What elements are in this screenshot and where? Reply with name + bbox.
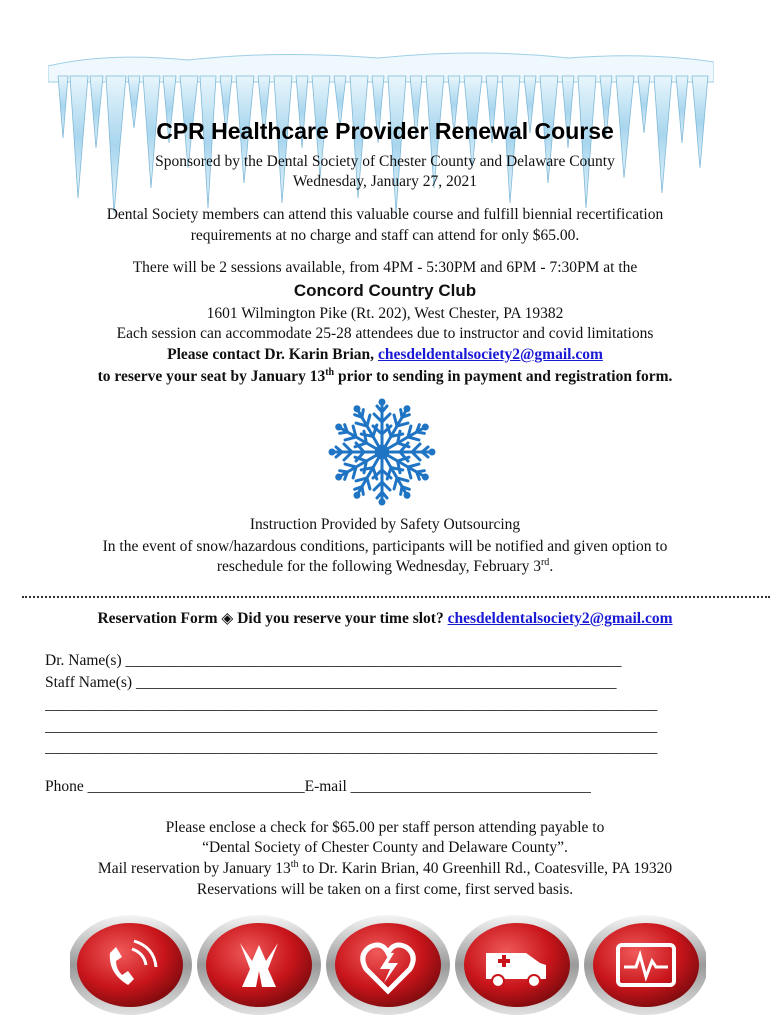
mail-text-a: Mail reservation by January 13: [97, 860, 291, 877]
contact-prefix: Please contact Dr. Karin Brian,: [167, 346, 378, 363]
weather-sup: rd: [540, 556, 550, 568]
form-heading-a: Reservation Form: [97, 610, 222, 627]
weather-line-1: In the event of snow/hazardous conditions, participants will be notified and given option to: [102, 538, 668, 555]
event-date: Wednesday, January 27, 2021: [292, 173, 478, 190]
intro-line-2: requirements at no charge and staff can attend for only $65.00.: [190, 227, 580, 244]
blank-line-2[interactable]: _______________________________________________________________________________: [45, 718, 658, 735]
snowflake-icon: [328, 398, 436, 506]
diamond-icon: ◈: [221, 610, 234, 627]
sessions-line: There will be 2 sessions available, from 4PM - 5:30PM and 6PM - 7:30PM at the: [132, 259, 638, 276]
venue-name: Concord Country Club: [293, 281, 477, 300]
form-email-link[interactable]: chesdeldentalsociety2@gmail.com: [447, 610, 673, 627]
reserve-text-a: to reserve your seat by January 13: [97, 368, 326, 385]
sponsor-line: Sponsored by the Dental Society of Chester County and Delaware County: [155, 153, 615, 170]
weather-line-2: [0, 557, 770, 577]
payment-line-4: Reservations will be taken on a first come, first served basis.: [196, 881, 574, 898]
reservation-form-heading: [0, 609, 770, 629]
reserve-deadline-line: [0, 367, 770, 387]
heart-defibrillator-icon: [326, 915, 450, 1015]
payment-line-2: “Dental Society of Chester County and Delaware County”.: [202, 839, 568, 856]
dr-names-field[interactable]: Dr. Name(s) ________________________________________________________________: [45, 652, 622, 669]
reserve-sup: th: [325, 366, 335, 378]
instruction-provider: Instruction Provided by Safety Outsourcing: [249, 516, 521, 533]
staff-names-field[interactable]: Staff Name(s) ______________________________________________________________: [45, 674, 617, 691]
hands-icon: [197, 915, 321, 1015]
weather-text-b: .: [549, 558, 554, 575]
blank-line-3[interactable]: _______________________________________________________________________________: [45, 739, 658, 756]
contact-email-link[interactable]: chesdeldentalsociety2@gmail.com: [377, 346, 603, 363]
venue-address: 1601 Wilmington Pike (Rt. 202), West Chester, PA 19382: [206, 305, 564, 322]
mail-line: [0, 859, 770, 879]
page-title: CPR Healthcare Provider Renewal Course: [156, 118, 614, 144]
blank-line-1[interactable]: _______________________________________________________________________________: [45, 696, 658, 713]
phone-email-field[interactable]: Phone ____________________________E-mail _______________________________: [45, 778, 591, 795]
medical-icon-strip: [70, 913, 706, 1018]
intro-line-1: Dental Society members can attend this valuable course and fulfill biennial recertification: [106, 206, 664, 223]
mail-sup: th: [290, 858, 299, 870]
form-heading-b: Did you reserve your time slot?: [233, 610, 448, 627]
weather-text-a: reschedule for the following Wednesday, February 3: [216, 558, 541, 575]
capacity-line: Each session can accommodate 25-28 attendees due to instructor and covid limitations: [116, 325, 654, 342]
heart-monitor-icon: [584, 915, 706, 1015]
ambulance-icon: [455, 915, 579, 1015]
reserve-text-b: prior to sending in payment and registration form.: [334, 368, 673, 385]
cut-line-divider: [22, 596, 770, 598]
phone-icon: [70, 915, 192, 1015]
payment-line-1: Please enclose a check for $65.00 per staff person attending payable to: [165, 819, 605, 836]
contact-line: [0, 345, 770, 365]
mail-text-b: to Dr. Karin Brian, 40 Greenhill Rd., Coatesville, PA 19320: [298, 860, 673, 877]
